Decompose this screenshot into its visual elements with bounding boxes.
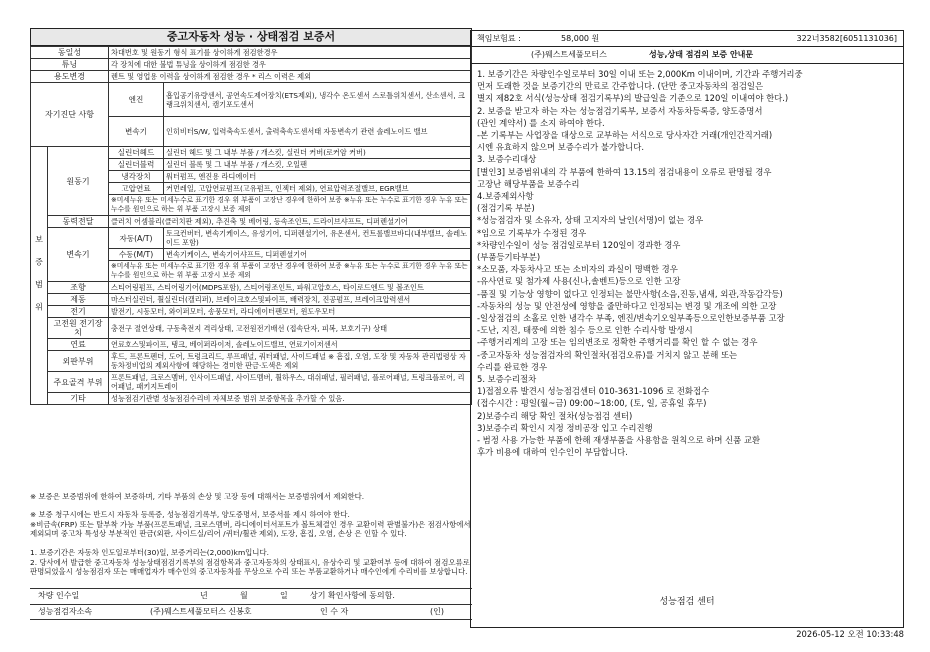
- inspector-name: (주)웨스트세풀모터스 신봉호: [150, 607, 252, 616]
- trans-label: 변속기: [48, 228, 109, 282]
- table-row: [31, 393, 472, 405]
- company-name: (주)웨스트세풀모터스: [531, 50, 607, 59]
- row-label: 외판부위: [48, 351, 109, 372]
- premium-value: 58,000 원: [561, 34, 600, 43]
- row-label: 동일성: [31, 47, 109, 59]
- footnote: ※ 보증은 보증범위에 한하여 보증하며, 기타 부품의 손상 및 고장 등에 대해서는 보증범위에서 제외한다.: [30, 492, 365, 501]
- guide-line: 1. 보증기간은 차량인수일로부터 30일 이내 또는 2,000Km 이내이며, 기간과 주행거리중: [477, 69, 803, 79]
- print-datetime: 2026-05-12 오전 10:33:48: [796, 629, 904, 639]
- guide-line: 3. 보증수리대상: [477, 154, 537, 165]
- engine-label: 원동기: [48, 147, 109, 216]
- row-label: 튜닝: [31, 59, 109, 71]
- guide-line: 고장난 해당부품을 보증수리: [477, 178, 580, 189]
- trans-note: ※미세누유 또는 미세누수로 표기한 경우 위 부품이 고장난 경우에 한하여 보증 ※누유 또는 누수로 표기한 경우 누유 또는 누수를 원인으로 하는 위 부품 고장시 보증 제외: [109, 261, 472, 282]
- year-label: 년: [200, 591, 208, 600]
- guide-line: *성능점검자 및 소유자, 상태 고지자의 날인(서명)이 없는 경우: [477, 215, 704, 226]
- warranty-certificate: [30, 28, 470, 618]
- guide-line: (접수시간 : 평일(월~금) 09:00~18:00, (토, 일, 공휴일 휴무): [477, 398, 707, 409]
- guide-line: 5. 보증수리절차: [477, 374, 537, 385]
- guide-line: -자동차의 성능 및 안전성에 영향을 줄만하다고 인정되는 변경 및 개조에 의한 고장: [477, 300, 777, 311]
- guide-line: -주행거리계의 고장 또는 임의변조로 정확한 주행거리를 확인 할 수 없는 경우: [477, 337, 758, 348]
- guide-line: 1)접점오류 발견시 성능점검센터 010-3631-1096 로 전화접수: [477, 386, 710, 397]
- table-row: [31, 228, 472, 249]
- delivery-date-label: 차량 인수일: [38, 591, 80, 600]
- power-label: 동력전달: [48, 216, 109, 228]
- engine-text: 커먼레일, 고압연료펌프(고유펌프, 인젝터 제외), 연료압력조절밸브, EGR밸브: [164, 183, 472, 195]
- row-content: 충전구 절연상태, 구동축전지 격리상태, 고전원전기배선 (접속단자, 피복, 보호기구) 상태: [109, 318, 472, 339]
- row-content: 차대번호 및 원동기 형식 표기를 상이하게 점검한경우: [109, 47, 472, 59]
- guide-line: (부품등기타부분): [477, 252, 541, 263]
- guide-line: -품질 및 기능상 영향이 없다고 인정되는 불만사항(소음,진동,냄새, 외관,작동감각등): [477, 288, 783, 299]
- engine-text: 실린더 블록 및 그 내부 부품 / 개스킷, 오일팬: [164, 159, 472, 171]
- self-diag-engine-label: 엔진: [109, 83, 164, 117]
- row-label: 연료: [48, 339, 109, 351]
- guide-heading: 성능,상태 점검의 보증 안내문: [649, 50, 754, 59]
- row-content: 마스터실린더, 휠실린더(캘리퍼), 브레이크호스및파이프, 배력장치, 진공펌프, 브레이크압력센서: [109, 294, 472, 306]
- row-content: 스티어링펌프, 스티어링기어(MDPS포함), 스티어링조인트, 파워고압호스, 타이로드엔드 및 볼조인트: [109, 282, 472, 294]
- warranty-guide: [470, 30, 902, 620]
- guide-line: -본 기록부는 사업장을 대상으로 교부하는 서식으로 당사자간 거래(개인간직거래): [477, 130, 773, 141]
- row-label: 기타: [48, 393, 109, 405]
- guide-line: -도난, 지진, 태풍에 의한 침수 등으로 인한 수리사항 발생시: [477, 325, 693, 336]
- coverage-section-label: 보 증 범 위: [31, 147, 48, 405]
- inspection-center-label: 성능점검 센터: [659, 597, 715, 607]
- self-diag-trans-label: 변속기: [109, 117, 164, 147]
- warranty-table: [30, 46, 472, 405]
- table-row: [31, 306, 472, 318]
- guide-line: 별지 제82호 서식(성능상태 점검기록부)의 발급일을 기준으로 120일 이내여야 한다.): [477, 93, 789, 104]
- guide-header: [470, 30, 904, 64]
- guide-line: 4.보증제외사항: [477, 191, 534, 202]
- footnote: 1. 보증기간은 자동차 인도일로부터(30)일, 보증거리는(2,000)km입니다.: [30, 548, 269, 557]
- row-content: 후드, 프론트펜더, 도어, 트렁크리드, 루프패널, 쿼터패널, 사이드패널 ※ 흠집, 오염, 도장 및 자동차 관리법령상 자동차정비업의 제외사항에 해당하는 경미한 판금·도색은 제외: [109, 351, 472, 372]
- guide-line: -중고자동차 성능점검자의 확인절차(점검오류)를 거치지 않고 분해 또는: [477, 349, 738, 360]
- trans-manual-label: 수동(M/T): [109, 249, 164, 261]
- footnote: ※ 보증 청구시에는 반드시 자동차 등록증, 성능점검기록부, 양도증명서, 보증서를 제시 하여야 한다.: [30, 510, 350, 519]
- seal-label: (인): [430, 607, 444, 616]
- row-content: 렌트 및 영업용 이력을 상이하게 점검한 경우 * 리스 이력은 제외: [109, 71, 472, 83]
- table-row: [31, 372, 472, 393]
- power-text: 클러치 어셈블리(클러치판 제외), 추진축 및 베어링, 등속조인트, 드라이브샤프트, 디퍼렌셜기어: [109, 216, 472, 228]
- premium-label: 책임보험료 :: [477, 34, 521, 43]
- guide-line: - 범정 사용 가능한 부품에 한해 재생부품을 사용함을 원칙으로 하며 신품 교환: [477, 435, 761, 446]
- buyer-label: 인 수 자: [320, 607, 349, 616]
- self-diag-label: 자기진단 사항: [31, 83, 109, 147]
- trans-auto-text: 토크컨버터, 변속기케이스, 유성기어, 디퍼렌셜기어, 유온센서, 컨트롤밸브바디(내부밸브, 솔레노이드 포함): [164, 228, 472, 249]
- row-content: 발전기, 시동모터, 와이퍼모터, 송풍모터, 라디에이터팬모터, 윈도우모터: [109, 306, 472, 318]
- guide-line: *임으로 기록부가 수정된 경우: [477, 227, 587, 238]
- row-label: 전기: [48, 306, 109, 318]
- signature-row: [30, 604, 472, 620]
- guide-line: (점검기록 부분): [477, 203, 535, 214]
- row-content: 프론트패널, 크로스멤버, 인사이드패널, 사이드멤버, 휠하우스, 대쉬패널, 필러패널, 플로어패널, 트렁크플로어, 리어패널, 패키지트레이: [109, 372, 472, 393]
- table-row: [31, 147, 472, 159]
- guide-text: [477, 68, 897, 459]
- row-label: 주요골격 부위: [48, 372, 109, 393]
- month-label: 월: [240, 591, 248, 600]
- table-row: [31, 216, 472, 228]
- row-content: 연료호스및파이프, 탱크, 베이퍼라이저, 솔레노이드밸브, 연료기이저센서: [109, 339, 472, 351]
- day-label: 일: [280, 591, 288, 600]
- row-content: 성능점검기관별 성능점검수리비 자체보증 범위 보증항목을 추가할 수 있음.: [109, 393, 472, 405]
- guide-line: 3)보증수리 확인시 지정 정비공장 입고 수리진행: [477, 422, 653, 433]
- delivery-date-row: [30, 588, 472, 603]
- guide-line: -일상점검의 소홀로 인한 냉각수 부족, 엔진/변속기오일부족등으로인한보증부품 고장: [477, 313, 785, 324]
- guide-body: [470, 62, 904, 628]
- table-row: [31, 71, 472, 83]
- engine-text: 워터펌프, 엔진용 라디에이터: [164, 171, 472, 183]
- table-row: [31, 351, 472, 372]
- guide-line: *차량인수일이 성능 점검일로부터 120일이 경과한 경우: [477, 239, 681, 250]
- row-label: 고전원 전기장치: [48, 318, 109, 339]
- guide-line: 2)보증수리 해당 확인 절차(성능점검 센터): [477, 410, 633, 421]
- guide-line: [별인3] 보증범위내의 각 부품에 한하여 13.15의 점검내용이 오류로 판명될 경우: [477, 166, 772, 177]
- guide-line: *소모품, 자동차사고 또는 소비자의 과실이 명백한 경우: [477, 264, 678, 275]
- engine-text: 실린더 헤드 및 그 내부 부품 / 개스킷, 실린더 커버(로커암 커버): [164, 147, 472, 159]
- trans-manual-text: 변속기케이스, 변속기어샤프트, 디퍼렌셜기어: [164, 249, 472, 261]
- guide-line: 먼저 도래한 것을 보증기간의 만료로 간주합니다. (단만 중고자동차의 점검일은: [477, 81, 764, 92]
- row-content: 각 장치에 대한 불법 튜닝을 상이하게 점검한 경우: [109, 59, 472, 71]
- engine-sub: 고압연료: [109, 183, 164, 195]
- engine-sub: 실린더헤드: [109, 147, 164, 159]
- footnote: 2. 당사에서 발급한 중고자동차 성능상태점검기록부의 점검항목과 중고자동차의 상태표시, 유상수리 및 교환여부 등에 대하여 점검오류로 판명되었을시 성능점검자 또는 매매업자가 매수인의 중고자동차를 무상으로 수리 또는 부품교환하거나 매수인에게 수리비를 보상합니다.: [30, 558, 470, 576]
- self-diag-engine-text: 흡입공기유량센서, 공연속도제어장치(ETS제외), 냉각수 온도센서 스로틀위치센서, 산소센서, 크랭크위치센서, 캠기포도센서: [164, 83, 472, 117]
- guide-header-row1: [471, 31, 903, 47]
- row-label: 조향: [48, 282, 109, 294]
- guide-line: 후가 비용에 대하여 인수인이 부담합니다.: [477, 447, 628, 458]
- self-diag-trans-text: 인히비터S/W, 입력축속도센서, 출력축속도센서태 자동변속기 관련 솔레노이드 밸브: [164, 117, 472, 147]
- trans-auto-label: 자동(A/T): [109, 228, 164, 249]
- table-row: [31, 83, 472, 117]
- certificate-title: 중고자동차 성능 · 상태점검 보증서: [30, 28, 472, 46]
- table-row: [31, 47, 472, 59]
- table-row: [31, 294, 472, 306]
- table-row: [31, 282, 472, 294]
- inspector-affiliation-label: 성능점검자소속: [38, 607, 93, 616]
- document-number: 322너3582[6051131036]: [796, 34, 897, 43]
- guide-line: 수리를 완료한 경우: [477, 361, 548, 372]
- engine-note: ※미세누유 또는 미세누수로 표기한 경우 위 부품이 고장난 경우에 한하여 보증 ※누유 또는 누수로 표기한 경우 누유 또는 누수를 원인으로 하는 위 부품 고장시 보증 제외: [109, 195, 472, 216]
- engine-sub: 실린더블럭: [109, 159, 164, 171]
- table-row: [31, 59, 472, 71]
- guide-line: -유사연료 및 첨가제 사용(신나,솔벤트)등으로 인한 고장: [477, 276, 681, 287]
- engine-sub: 냉각장치: [109, 171, 164, 183]
- table-row: [31, 318, 472, 339]
- agreement-text: 상기 확인사항에 동의함.: [310, 591, 395, 600]
- table-row: [31, 339, 472, 351]
- guide-line: 시엔 유효하지 않으며 보증수리가 불가합니다.: [477, 142, 645, 153]
- row-label: 제동: [48, 294, 109, 306]
- guide-line: 2. 보증을 받고자 하는 자는 성능점검기록부, 보증서 자동차등록증, 양도증명서: [477, 105, 763, 116]
- row-label: 용도변경: [31, 71, 109, 83]
- guide-line: (관인 계약서) 를 소지 하여야 한다.: [477, 117, 605, 128]
- footnote: ※비금속(FRP) 또는 탈부착 가능 부품(프론트패널, 크로스멤버, 라디에이터서포트가 볼트체결인 경우 교환이력 판별불가)은 점검사항에서 제외되며 중고차 특성상 부분적인 판금(외판, 사이드실/리어 /퀴터/휠관 제외), 도장, 흠집, 오염, 손상 은 인할 수 있다.: [30, 520, 471, 538]
- guide-header-row2: [471, 47, 903, 63]
